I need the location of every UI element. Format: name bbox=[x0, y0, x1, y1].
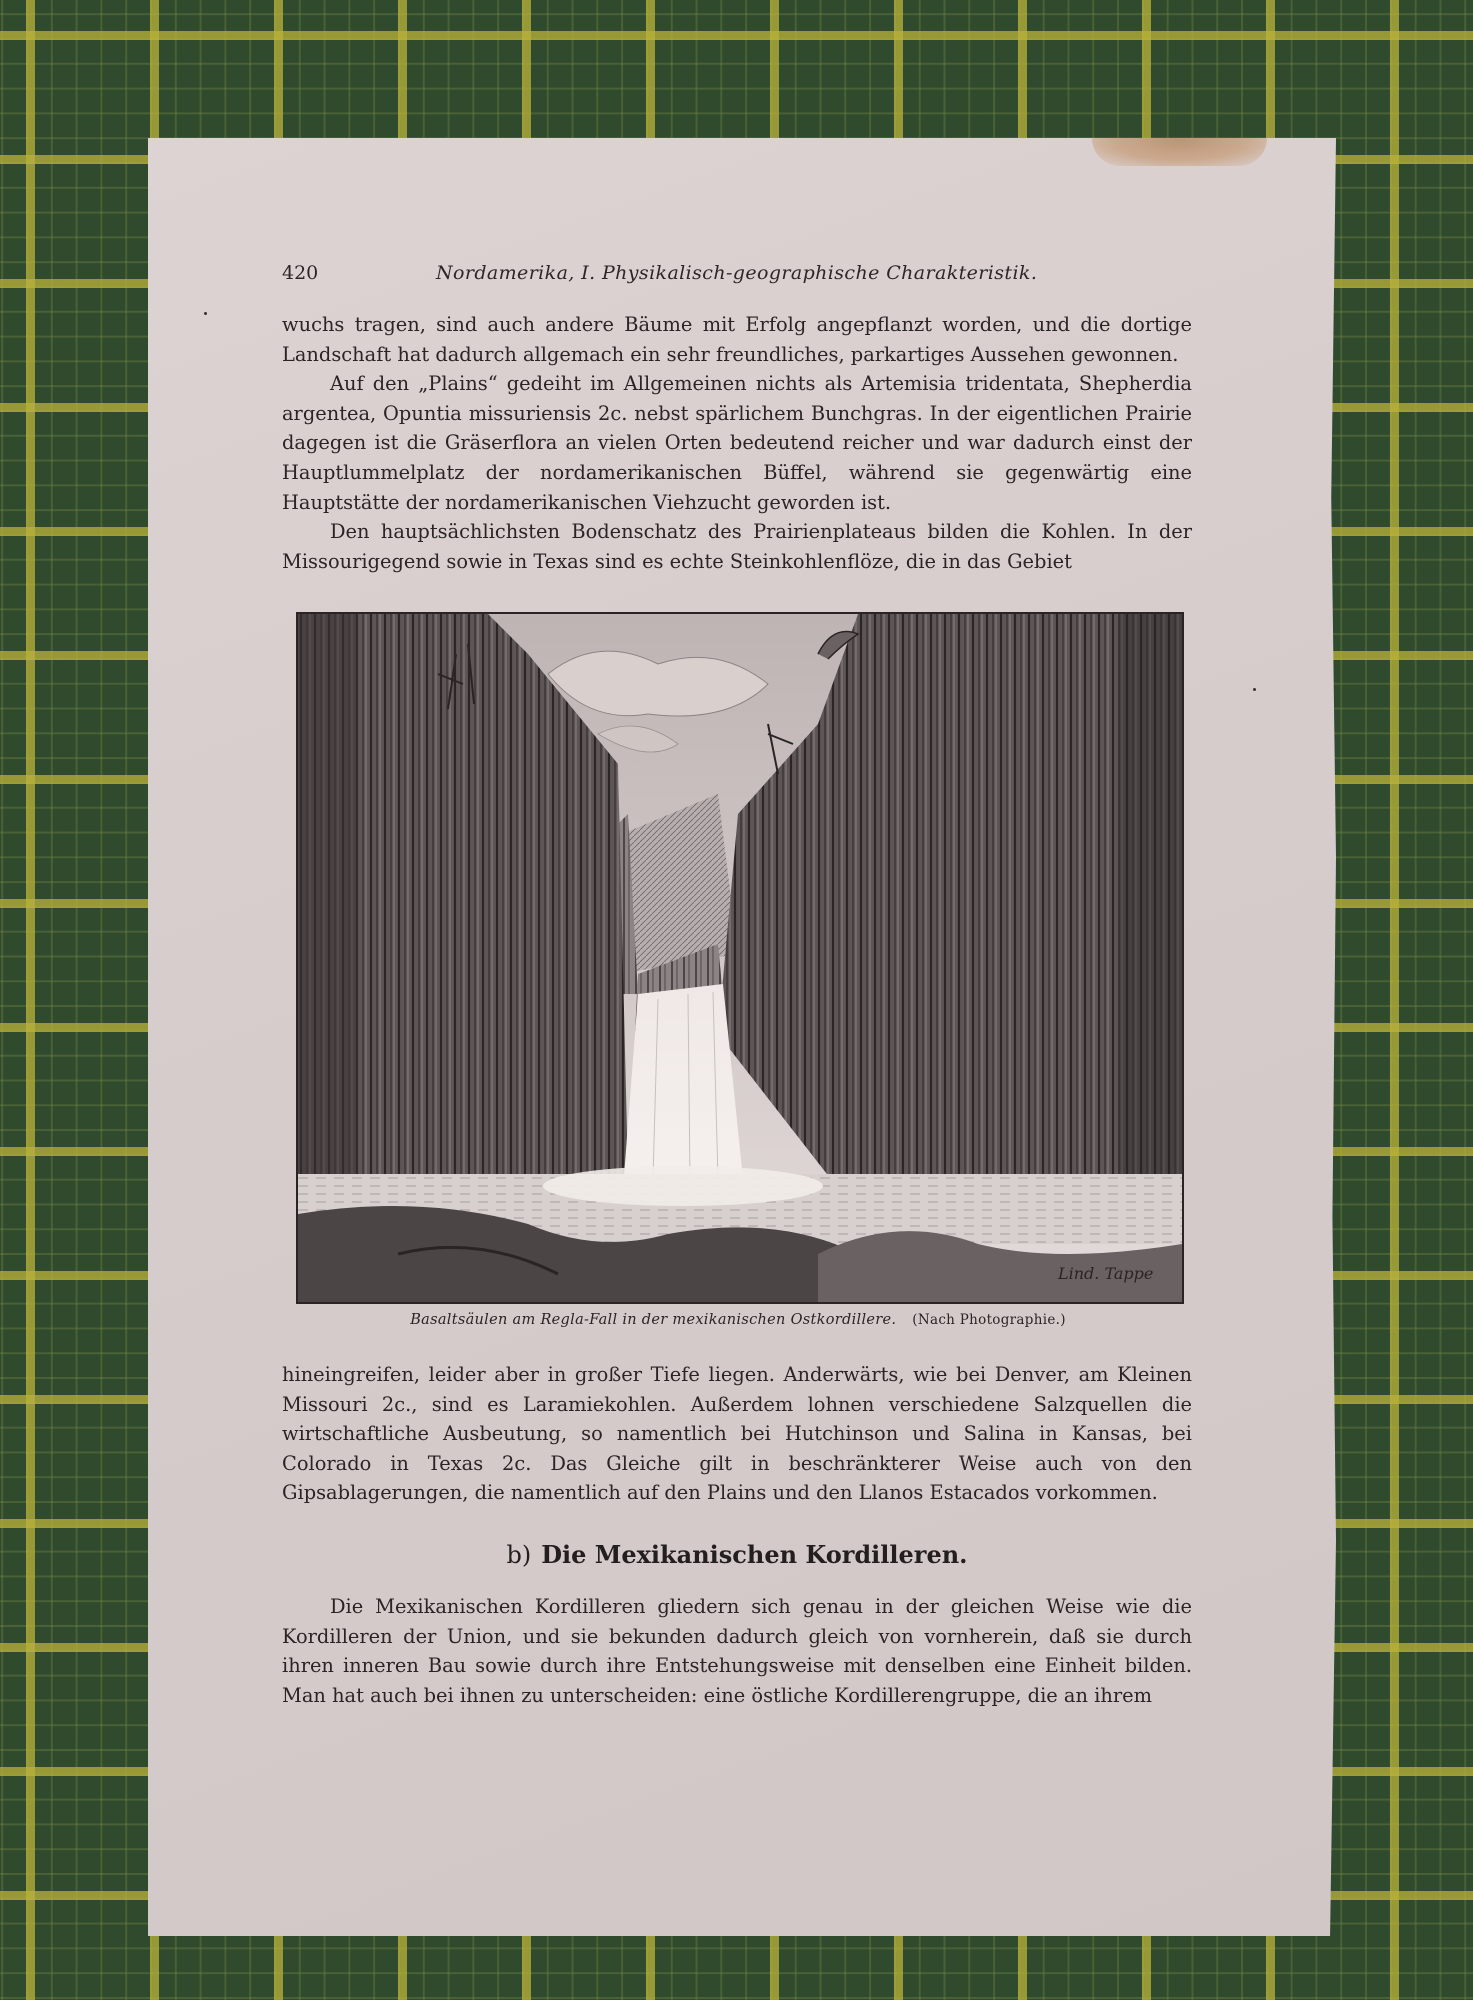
paragraph: Die Mexikanischen Kordilleren gliedern sich genau in der gleichen Weise wie die Kordilleren der Union, und sie bekunden dadurch gleich von vornherein, daß sie durch ihren inneren Bau sowie durch ihre Entstehungsweise mit denselben eine Einheit bilden. Man hat auch bei ihnen zu unterscheiden: eine östliche Kordillerengruppe, die an ihrem bbox=[282, 1595, 1192, 1707]
artist-signature: Lind. Tappe bbox=[1058, 1264, 1154, 1283]
page-number: 420 bbox=[282, 262, 319, 284]
caption-note: (Nach Photographie.) bbox=[912, 1312, 1066, 1328]
running-title: Nordamerika, I. Physikalisch-geographische Charakteristik. bbox=[436, 262, 1038, 284]
figure-caption bbox=[296, 1312, 1180, 1328]
paragraph: wuchs tragen, sind auch andere Bäume mit Erfolg angepflanzt worden, und die dortige Landschaft hat dadurch allgemach ein sehr freundliches, parkartiges Aussehen gewonnen. bbox=[282, 313, 1192, 366]
body-text-top bbox=[282, 310, 1192, 576]
paper-speck bbox=[204, 312, 207, 315]
paragraph: hineingreifen, leider aber in großer Tiefe liegen. Anderwärts, wie bei Denver, am Kleinen Missouri 2c., sind es Laramiekohlen. Außerdem lohnen verschiedene Salzquellen die wirtschaftliche Ausbeutung, so namentlich bei Hutchinson und Salina in Kansas, bei Colorado in Texas 2c. Das Gleiche gilt in beschränkterer Weise auch von den Gipsablagerungen, die namentlich auf den Plains und den Llanos Estacados vorkommen. bbox=[282, 1363, 1192, 1505]
section-heading bbox=[282, 1540, 1192, 1569]
body-text-after-figure bbox=[282, 1360, 1192, 1508]
basalt-waterfall-engraving bbox=[298, 614, 1182, 1302]
caption-text: Basaltsäulen am Regla-Fall in der mexikanischen Ostkordillere. bbox=[410, 1312, 897, 1328]
paragraph: Den hauptsächlichsten Bodenschatz des Prairienplateaus bilden die Kohlen. In der Missourigegend sowie in Texas sind es echte Steinkohlenflöze, die in das Gebiet bbox=[282, 520, 1192, 573]
page-header bbox=[282, 262, 1052, 288]
section-title: Die Mexikanischen Kordilleren. bbox=[541, 1540, 968, 1569]
paragraph: Auf den „Plains“ gedeiht im Allgemeinen nichts als Artemisia tridentata, Shepherdia argentea, Opuntia missuriensis 2c. nebst spärlichem Bunchgras. In der eigentlichen Prairie dagegen ist die Gräserflora an vielen Orten bedeutend reicher und war dadurch einst der Hauptlummelplatz der nordamerikanischen Büffel, während sie gegenwärtig eine Hauptstätte der nordamerikanischen Viehzucht geworden ist. bbox=[282, 372, 1192, 514]
body-text-section bbox=[282, 1592, 1192, 1710]
section-letter: b) bbox=[506, 1541, 532, 1569]
paper-speck bbox=[1253, 688, 1256, 691]
engraving-illustration bbox=[296, 612, 1184, 1304]
page-stain bbox=[1092, 138, 1267, 166]
